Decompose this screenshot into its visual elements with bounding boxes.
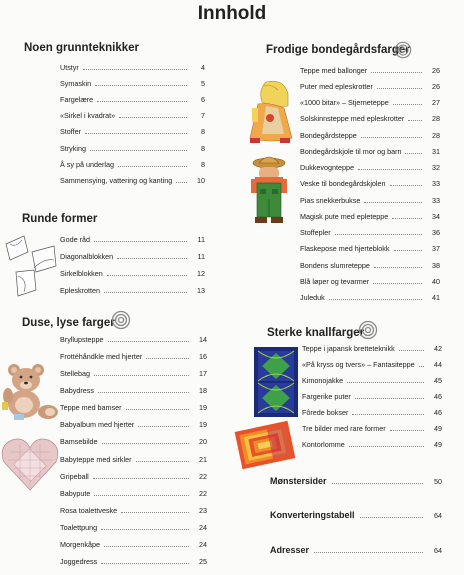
dot-leader bbox=[85, 132, 187, 134]
dot-leader bbox=[360, 516, 423, 518]
toc-entry-label: Babyalbum med hjerter bbox=[60, 420, 135, 430]
toc-entry-label: Bondegårdskjole til mor og barn bbox=[300, 146, 402, 156]
toc-entry-label: Å sy på underlag bbox=[60, 159, 114, 169]
toc-entry-page: 8 bbox=[201, 127, 205, 137]
toc-entry-label: Kontorlomme bbox=[302, 439, 345, 449]
toc-entry-label: Frottéhåndkle med hjerter bbox=[60, 351, 143, 361]
toc-entry-page: 11 bbox=[197, 251, 205, 261]
toc-entry-label: Morgenkåpe bbox=[60, 540, 100, 550]
spiral-icon bbox=[394, 41, 412, 59]
toc-entry-label: Teppe med ballonger bbox=[300, 65, 368, 75]
dot-leader bbox=[329, 298, 422, 300]
toc-entry bbox=[60, 333, 207, 345]
dot-leader bbox=[405, 152, 422, 154]
toc-entry bbox=[60, 233, 205, 245]
dot-leader bbox=[352, 413, 424, 415]
toc-entry bbox=[302, 390, 442, 402]
toc-entry-label: Utstyr bbox=[60, 62, 79, 72]
dot-leader bbox=[94, 494, 189, 496]
toc-entry bbox=[300, 227, 440, 239]
dot-leader bbox=[377, 87, 422, 89]
toc-entry bbox=[300, 292, 440, 304]
toc-entry-page: 6 bbox=[201, 94, 205, 104]
toc-entry-page: 4 bbox=[201, 62, 205, 72]
dot-leader bbox=[94, 374, 189, 376]
toc-entry-page: 64 bbox=[434, 510, 442, 520]
toc-entry-label: Magisk pute med epleteppe bbox=[300, 211, 389, 221]
dot-leader bbox=[373, 282, 422, 284]
toc-entry-label: Veske til bondegårdskjolen bbox=[300, 179, 386, 189]
toc-entry bbox=[300, 80, 440, 92]
dot-leader bbox=[101, 528, 189, 530]
spiral-icon bbox=[358, 320, 378, 340]
toc-entry bbox=[60, 453, 207, 465]
section-title-sterke: Sterke knallfarger bbox=[267, 327, 365, 339]
sunbonnet-girl-illustration bbox=[244, 78, 298, 148]
page-title: Innhold bbox=[197, 3, 267, 24]
section-title-frodige: Frodige bondegårdsfarger bbox=[266, 44, 410, 56]
dot-leader bbox=[358, 168, 422, 170]
toc-entry-page: 27 bbox=[432, 98, 440, 107]
toc-entry bbox=[300, 275, 440, 287]
toc-entry-page: 49 bbox=[434, 439, 442, 449]
toc-entry-page: 7 bbox=[201, 111, 205, 121]
toc-entry-page: 21 bbox=[199, 454, 207, 464]
toc-entry-page: 19 bbox=[199, 403, 207, 413]
toc-entry-label: Teppe med bamser bbox=[60, 403, 122, 413]
dot-leader bbox=[349, 445, 424, 447]
toc-entry-label: Pias snekkerbukse bbox=[300, 195, 361, 205]
toc-entry bbox=[60, 436, 207, 448]
toc-entry bbox=[302, 358, 442, 370]
dot-leader bbox=[93, 477, 189, 479]
dot-leader bbox=[94, 240, 187, 242]
toc-entry bbox=[60, 61, 205, 73]
toc-entry bbox=[302, 342, 442, 354]
toc-entry-label: Bondens slumreteppe bbox=[300, 260, 370, 270]
toc-entry bbox=[60, 77, 205, 89]
toc-entry-page: 22 bbox=[199, 488, 207, 498]
toc-entry bbox=[60, 539, 207, 551]
toc-entry bbox=[60, 268, 205, 280]
dot-leader bbox=[361, 136, 422, 138]
toc-entry bbox=[60, 174, 205, 186]
log-cabin-quilt-illustration bbox=[232, 418, 298, 472]
toc-entry-label: Fôrede bokser bbox=[302, 407, 349, 417]
toc-entry bbox=[300, 64, 440, 76]
toc-entry-label: Babydress bbox=[60, 385, 94, 395]
toc-entry-label: Sammensying, vattering og kanting bbox=[60, 175, 173, 185]
toc-entry-label: Sirkelblokken bbox=[60, 269, 103, 279]
dot-leader bbox=[390, 429, 424, 431]
toc-entry bbox=[60, 126, 205, 138]
toc-entry-label: «1000 bitar» – Stjerneteppe bbox=[300, 98, 389, 107]
toc-entry-label: Babypute bbox=[60, 488, 91, 498]
toc-entry-page: 44 bbox=[434, 359, 442, 369]
farmer-boy-illustration bbox=[247, 155, 291, 225]
toc-entry bbox=[60, 522, 207, 534]
dot-leader bbox=[104, 291, 187, 293]
section-title-runde: Runde former bbox=[22, 213, 98, 225]
toc-entry-label: Stellebag bbox=[60, 368, 90, 378]
toc-entry bbox=[60, 556, 207, 568]
toc-entry bbox=[300, 129, 440, 141]
dot-leader bbox=[394, 249, 423, 251]
toc-entry-page: 50 bbox=[434, 476, 442, 486]
toc-entry-label: Blå løper og tevarmer bbox=[300, 276, 370, 286]
toc-entry-label: Solskinnsteppe med epleskrotter bbox=[300, 114, 405, 124]
toc-entry-page: 38 bbox=[432, 260, 440, 270]
dot-leader bbox=[119, 116, 187, 118]
toc-entry-page: 36 bbox=[432, 228, 440, 237]
dot-leader bbox=[138, 425, 189, 427]
dot-leader bbox=[98, 391, 189, 393]
section-title-duse: Duse, lyse farger bbox=[22, 317, 115, 329]
toc-entry-label: Tre bilder med rare former bbox=[302, 423, 386, 433]
toc-entry-page: 41 bbox=[432, 293, 440, 302]
teddy-bear-illustration bbox=[0, 360, 62, 424]
toc-entry-page: 17 bbox=[199, 368, 207, 378]
toc-entry-page: 11 bbox=[197, 234, 205, 244]
dot-leader bbox=[107, 274, 187, 276]
spiral-icon bbox=[111, 310, 131, 330]
toc-entry-label: Epleskrotten bbox=[60, 286, 100, 296]
toc-entry-page: 12 bbox=[197, 269, 205, 279]
toc-entry-label: Symaskin bbox=[60, 78, 92, 88]
toc-entry-page: 10 bbox=[197, 175, 205, 185]
toc-appendix-entry bbox=[270, 474, 442, 488]
toc-entry-page: 24 bbox=[199, 540, 207, 550]
toc-entry-label: Mønstersider bbox=[270, 476, 327, 486]
toc-entry-label: Bamsebilde bbox=[60, 437, 98, 447]
toc-entry-page: 13 bbox=[197, 286, 205, 296]
toc-entry-label: Fargerike puter bbox=[302, 391, 351, 401]
dot-leader bbox=[374, 266, 422, 268]
dot-leader bbox=[390, 184, 422, 186]
toc-entry-page: 22 bbox=[199, 471, 207, 481]
toc-entry-page: 40 bbox=[432, 276, 440, 286]
toc-entry bbox=[300, 259, 440, 271]
quilt-illustration bbox=[252, 345, 300, 419]
toc-entry-page: 26 bbox=[432, 81, 440, 91]
toc-entry bbox=[300, 194, 440, 206]
toc-entry-label: Babyteppe med sirkler bbox=[60, 454, 132, 464]
toc-entry-page: 46 bbox=[434, 391, 442, 401]
toc-entry bbox=[60, 470, 207, 482]
patchwork-heart-illustration bbox=[0, 432, 60, 494]
toc-entry-label: Stryking bbox=[60, 143, 86, 153]
dot-leader bbox=[371, 71, 422, 73]
toc-entry-page: 18 bbox=[199, 385, 207, 395]
toc-appendix-entry bbox=[270, 543, 442, 557]
toc-entry bbox=[60, 402, 207, 414]
toc-entry bbox=[60, 285, 205, 297]
dot-leader bbox=[126, 408, 189, 410]
toc-entry-page: 34 bbox=[432, 211, 440, 221]
dot-leader bbox=[136, 460, 189, 462]
toc-entry bbox=[60, 419, 207, 431]
toc-entry-label: Fargelære bbox=[60, 94, 94, 104]
toc-entry bbox=[302, 438, 442, 450]
dot-leader bbox=[146, 357, 189, 359]
toc-entry-page: 33 bbox=[432, 195, 440, 205]
toc-entry bbox=[302, 374, 442, 386]
toc-entry-page: 26 bbox=[432, 65, 440, 75]
toc-entry-label: Teppe i japansk bretteteknikk bbox=[302, 343, 395, 353]
toc-entry-label: Adresser bbox=[270, 545, 310, 555]
toc-entry-page: 19 bbox=[199, 420, 207, 430]
toc-entry-label: Bondegårdsteppe bbox=[300, 130, 357, 140]
dot-leader bbox=[108, 340, 189, 342]
toc-entry-page: 28 bbox=[432, 130, 440, 140]
toc-entry bbox=[60, 367, 207, 379]
toc-entry-label: Diagonalblokken bbox=[60, 251, 114, 261]
toc-entry-label: Gripeball bbox=[60, 471, 89, 481]
toc-entry-page: 8 bbox=[201, 143, 205, 153]
toc-entry-page: 46 bbox=[434, 407, 442, 417]
dot-leader bbox=[399, 349, 424, 351]
toc-entry-label: Konverteringstabell bbox=[270, 510, 355, 520]
dot-leader bbox=[102, 442, 189, 444]
dot-leader bbox=[393, 103, 422, 105]
toc-entry-page: 33 bbox=[432, 179, 440, 189]
section-title-grunnteknikker: Noen grunnteknikker bbox=[24, 42, 140, 54]
circle-block-illustration bbox=[2, 232, 58, 300]
dot-leader bbox=[121, 511, 189, 513]
toc-entry-label: Dukkevognteppe bbox=[300, 163, 354, 172]
toc-entry-label: Stoffepler bbox=[300, 228, 331, 237]
toc-entry-page: 25 bbox=[199, 557, 207, 567]
toc-entry-page: 28 bbox=[432, 114, 440, 124]
toc-entry bbox=[300, 113, 440, 125]
toc-entry bbox=[60, 384, 207, 396]
toc-entry-label: Joggedress bbox=[60, 557, 98, 567]
dot-leader bbox=[364, 201, 422, 203]
toc-entry-page: 32 bbox=[432, 163, 440, 172]
toc-entry-page: 24 bbox=[199, 523, 207, 533]
toc-entry bbox=[60, 158, 205, 170]
dot-leader bbox=[419, 365, 424, 367]
toc-entry-label: Gode råd bbox=[60, 234, 90, 244]
toc-entry bbox=[60, 142, 205, 154]
dot-leader bbox=[104, 545, 189, 547]
toc-entry bbox=[300, 243, 440, 255]
toc-entry-page: 64 bbox=[434, 545, 442, 555]
toc-entry-label: Puter med epleskrotter bbox=[300, 81, 373, 91]
toc-entry-label: Stoffer bbox=[60, 127, 82, 137]
toc-entry bbox=[302, 422, 442, 434]
toc-entry-page: 16 bbox=[199, 351, 207, 361]
dot-leader bbox=[408, 119, 422, 121]
toc-entry-page: 5 bbox=[201, 78, 205, 88]
toc-entry bbox=[60, 93, 205, 105]
toc-entry-label: Toalettpung bbox=[60, 523, 98, 533]
toc-entry-label: «På kryss og tvers» – Fantasiteppe bbox=[302, 359, 415, 369]
dot-leader bbox=[335, 233, 422, 235]
toc-entry-label: Juleduk bbox=[300, 293, 325, 302]
dot-leader bbox=[176, 181, 187, 183]
toc-entry-page: 37 bbox=[432, 244, 440, 254]
dot-leader bbox=[117, 257, 187, 259]
toc-entry bbox=[300, 162, 440, 174]
toc-entry bbox=[300, 97, 440, 109]
toc-entry-page: 23 bbox=[199, 506, 207, 515]
toc-appendix-entry bbox=[270, 508, 442, 522]
toc-entry-page: 45 bbox=[434, 375, 442, 385]
toc-entry bbox=[60, 487, 207, 499]
toc-entry-label: Bryllupsteppe bbox=[60, 334, 104, 344]
toc-entry-page: 31 bbox=[432, 146, 440, 156]
dot-leader bbox=[347, 381, 424, 383]
dot-leader bbox=[95, 84, 187, 86]
toc-entry bbox=[60, 350, 207, 362]
toc-entry-label: Kimonojakke bbox=[302, 375, 344, 385]
toc-entry-page: 8 bbox=[201, 159, 205, 169]
toc-entry-label: «Sirkel i kvadrat» bbox=[60, 111, 116, 121]
toc-entry bbox=[60, 505, 207, 517]
toc-entry bbox=[300, 178, 440, 190]
toc-entry-page: 49 bbox=[434, 423, 442, 433]
dot-leader bbox=[90, 149, 187, 151]
toc-entry-label: Flaskepose med hjerteblokk bbox=[300, 244, 390, 254]
toc-entry-page: 42 bbox=[434, 343, 442, 353]
toc-entry-label: Rosa toalettveske bbox=[60, 506, 118, 515]
toc-entry bbox=[60, 250, 205, 262]
toc-entry bbox=[60, 110, 205, 122]
dot-leader bbox=[97, 100, 187, 102]
toc-entry bbox=[302, 406, 442, 418]
dot-leader bbox=[83, 68, 187, 70]
dot-leader bbox=[101, 562, 189, 564]
toc-entry-page: 14 bbox=[199, 334, 207, 344]
dot-leader bbox=[355, 397, 424, 399]
dot-leader bbox=[392, 217, 422, 219]
toc-entry bbox=[300, 210, 440, 222]
dot-leader bbox=[118, 165, 187, 167]
dot-leader bbox=[332, 482, 423, 484]
toc-entry bbox=[300, 145, 440, 157]
toc-entry-page: 20 bbox=[199, 437, 207, 447]
dot-leader bbox=[314, 551, 423, 553]
